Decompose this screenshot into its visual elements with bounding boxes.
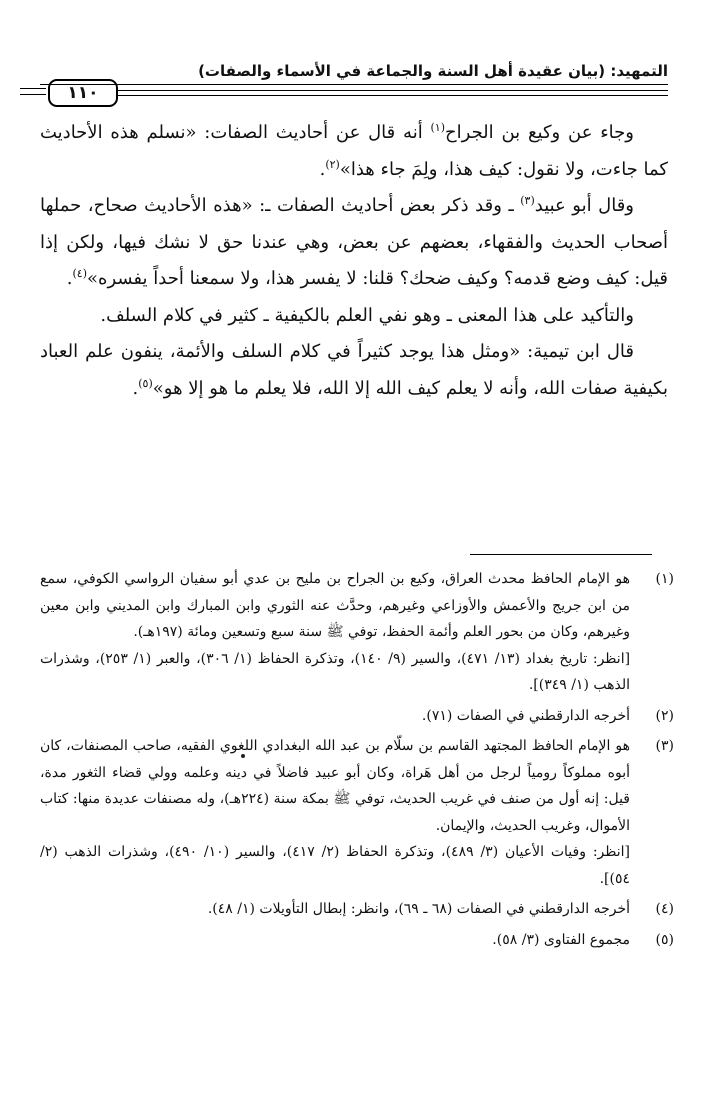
footnote-ref: (٤) <box>72 267 87 280</box>
footnote-ref: (٣) <box>520 194 535 207</box>
page-number: ١١٠ <box>48 79 118 107</box>
punctuation: . <box>132 377 139 399</box>
header-rule-right <box>118 90 668 91</box>
paragraph <box>40 298 668 335</box>
footnote-body <box>40 566 630 699</box>
paragraph-text: وجاء عن وكيع بن الجراح <box>445 122 634 143</box>
paragraph <box>40 115 668 188</box>
footnote-separator <box>470 554 652 555</box>
footnote-number: (٥) <box>655 931 674 948</box>
footnote-body <box>40 703 630 730</box>
paragraph-text: والتأكيد على هذا المعنى ـ وهو نفي العلم بالكيفية ـ كثير في كلام السلف. <box>100 304 634 326</box>
footnote-text: مجموع الفتاوى (٣/ ٥٨). <box>492 931 630 948</box>
paragraph-text: وقال أبو عبيد <box>534 195 634 216</box>
footnote-body <box>40 896 630 923</box>
header-rule-left-lower <box>20 94 46 95</box>
footnote-number: (٤) <box>655 901 674 917</box>
footnote-ref: (٢) <box>325 157 340 171</box>
header-rule-right-lower <box>118 95 668 96</box>
footnote <box>40 703 674 730</box>
footnote-text: أخرجه الدارقطني في الصفات (٦٨ ـ ٦٩)، وانظر: إبطال التأويلات (١/ ٤٨). <box>207 901 630 917</box>
footnote <box>40 896 674 923</box>
footnote-number: (١) <box>655 571 674 587</box>
ink-speck <box>241 754 245 758</box>
punctuation: . <box>319 158 326 180</box>
paragraph <box>40 188 668 298</box>
paragraph-text: قال ابن تيمية: «ومثل هذا يوجد كثيراً في كلام السلف والأئمة، ينفون علم العباد بكيفية صفات الله، وأنه لا يعلم كيف الله إلا الله، فلا يعلم ما هو إلا هو» <box>40 341 668 399</box>
footnote-sources: [انظر: وفيات الأعيان (٣/ ٤٨٩)، وتذكرة الحفاظ (٢/ ٤١٧)، والسير (١٠/ ٤٩٠)، وشذرات الذهب (٢/ ٥٤)]. <box>40 844 630 887</box>
punctuation: . <box>66 268 73 289</box>
header-rule-left <box>20 88 46 89</box>
footnote-sources: [انظر: تاريخ بغداد (١٣/ ٤٧١)، والسير (٩/ ١٤٠)، وتذكرة الحفاظ (١/ ٣٠٦)، والعبر (١/ ٢٥٣)، وشذرات الذهب (١/ ٣٤٩)]. <box>40 650 631 693</box>
running-title: التمهيد: (بيان عقيدة أهل السنة والجماعة في الأسماء والصفات) <box>198 62 668 80</box>
footnote-body <box>40 927 630 954</box>
footnote-text: أخرجه الدارقطني في الصفات (٧١). <box>421 707 630 724</box>
footnote-ref: (٥) <box>138 376 153 390</box>
footnote-text: هو الإمام الحافظ محدث العراق، وكيع بن الجراح بن مليح بن عدي أبو سفيان الرواسي الكوفي، سمع من ابن جريج والأعمش والأوزاعي وغيرهم، وحدَّث عنه الثوري وابن المبارك وابن المديني وابن معين وغيرهم، وكان من بحور العلم وأئمة الحفظ، توفي ﷺ سنة سبع وتسعين ومائة (١٩٧هـ). <box>40 571 630 640</box>
paragraph-text: أنه قال عن أحاديث الصفات: «نسلم هذه الأحاديث كما جاءت، ولا نقول: كيف هذا، ولِمَ جاء هذا» <box>40 122 668 180</box>
footnote <box>40 566 674 699</box>
footnotes <box>40 566 674 957</box>
main-text <box>40 115 668 407</box>
paragraph <box>40 334 668 407</box>
footnote-text: هو الإمام الحافظ المجتهد القاسم بن سلّام بن عبد الله البغدادي اللغوي الفقيه، صاحب المصنفات، كان أبوه مملوكاً رومياً لرجل من أهل هَراة، وكان أبو عبيد فاضلاً في دينه وعلمه وولي قضاء الثغور مدة، قيل: إنه أول من صنف في غريب الحديث، توفي ﷺ بمكة سنة (٢٢٤هـ)، وله مصنفات عديدة منها: كتاب الأموال، وغريب الحديث، والإيمان. <box>40 738 630 834</box>
footnote <box>40 733 674 892</box>
footnote-number: (٢) <box>655 707 674 724</box>
header-rule-top <box>40 84 668 85</box>
footnote-ref: (١) <box>430 121 446 134</box>
footnote-number: (٣) <box>655 738 674 754</box>
footnote-body <box>40 733 630 892</box>
footnote <box>40 927 674 954</box>
paragraph-text: ـ وقد ذكر بعض أحاديث الصفات ـ: «هذه الأحاديث صحاح، حملها أصحاب الحديث والفقهاء، بعضهم عن بعض، وهي عندنا حق لا نشك فيها، ولكن إذا قيل: كيف وضع قدمه؟ وكيف ضحك؟ قلنا: لا يفسر هذا، ولا سمعنا أحداً يفسره» <box>40 195 668 289</box>
